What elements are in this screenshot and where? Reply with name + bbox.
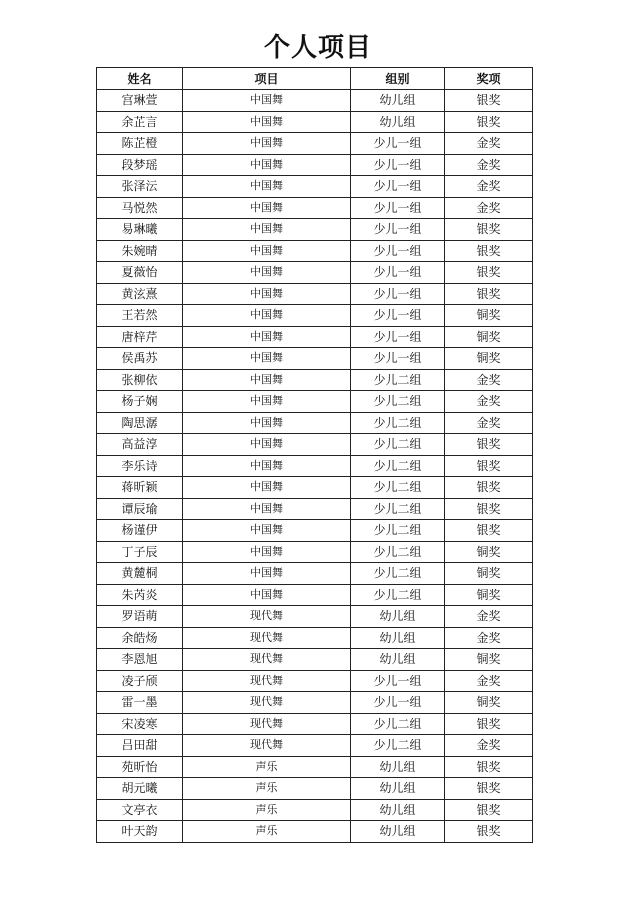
table-row: [97, 369, 533, 391]
group-cell: 少儿一组: [351, 154, 445, 176]
name-cell: 高益淳: [97, 434, 183, 456]
group-cell: 幼儿组: [351, 111, 445, 133]
table-row: [97, 799, 533, 821]
table-row: [97, 541, 533, 563]
item-cell: 中国舞: [183, 219, 351, 241]
name-cell: 苑昕怡: [97, 756, 183, 778]
table-row: [97, 391, 533, 413]
award-cell: 银奖: [445, 778, 533, 800]
award-cell: 银奖: [445, 283, 533, 305]
item-cell: 中国舞: [183, 176, 351, 198]
name-cell: 陈芷橙: [97, 133, 183, 155]
group-cell: 少儿二组: [351, 434, 445, 456]
table-row: [97, 348, 533, 370]
group-cell: 幼儿组: [351, 756, 445, 778]
item-cell: 中国舞: [183, 111, 351, 133]
award-cell: 银奖: [445, 799, 533, 821]
column-header-name: 姓名: [97, 68, 183, 90]
item-cell: 中国舞: [183, 154, 351, 176]
item-cell: 中国舞: [183, 520, 351, 542]
group-cell: 少儿二组: [351, 584, 445, 606]
item-cell: 中国舞: [183, 477, 351, 499]
group-cell: 少儿一组: [351, 670, 445, 692]
group-cell: 少儿二组: [351, 477, 445, 499]
award-cell: 金奖: [445, 154, 533, 176]
page-title: 个人项目: [263, 33, 372, 63]
group-cell: 少儿二组: [351, 713, 445, 735]
award-cell: 银奖: [445, 111, 533, 133]
table-row: [97, 670, 533, 692]
table-row: [97, 283, 533, 305]
award-cell: 银奖: [445, 713, 533, 735]
table-row: [97, 197, 533, 219]
table-row: [97, 434, 533, 456]
item-cell: 现代舞: [183, 713, 351, 735]
item-cell: 声乐: [183, 821, 351, 843]
name-cell: 叶天韵: [97, 821, 183, 843]
results-table: [96, 67, 533, 843]
name-cell: 杨谨伊: [97, 520, 183, 542]
item-cell: 现代舞: [183, 692, 351, 714]
name-cell: 雷一墨: [97, 692, 183, 714]
award-cell: 金奖: [445, 735, 533, 757]
column-header-award: 奖项: [445, 68, 533, 90]
award-cell: 铜奖: [445, 541, 533, 563]
name-cell: 宫琳萱: [97, 90, 183, 112]
award-cell: 银奖: [445, 756, 533, 778]
group-cell: 少儿二组: [351, 412, 445, 434]
name-cell: 马悦然: [97, 197, 183, 219]
name-cell: 王若然: [97, 305, 183, 327]
table-row: [97, 154, 533, 176]
group-cell: 幼儿组: [351, 778, 445, 800]
group-cell: 少儿一组: [351, 197, 445, 219]
table-row: [97, 90, 533, 112]
name-cell: 吕田甜: [97, 735, 183, 757]
item-cell: 中国舞: [183, 326, 351, 348]
item-cell: 现代舞: [183, 670, 351, 692]
award-cell: 银奖: [445, 90, 533, 112]
table-row: [97, 735, 533, 757]
award-cell: 银奖: [445, 434, 533, 456]
name-cell: 丁子辰: [97, 541, 183, 563]
column-header-item: 项目: [183, 68, 351, 90]
award-cell: 银奖: [445, 240, 533, 262]
table-row: [97, 778, 533, 800]
name-cell: 夏薇怡: [97, 262, 183, 284]
table-row: [97, 240, 533, 262]
table-row: [97, 821, 533, 843]
name-cell: 黄泫熹: [97, 283, 183, 305]
item-cell: 中国舞: [183, 541, 351, 563]
award-cell: 铜奖: [445, 326, 533, 348]
award-cell: 铜奖: [445, 563, 533, 585]
item-cell: 现代舞: [183, 627, 351, 649]
name-cell: 蒋昕颖: [97, 477, 183, 499]
group-cell: 少儿二组: [351, 391, 445, 413]
group-cell: 少儿一组: [351, 348, 445, 370]
award-cell: 金奖: [445, 627, 533, 649]
group-cell: 幼儿组: [351, 649, 445, 671]
item-cell: 中国舞: [183, 369, 351, 391]
item-cell: 现代舞: [183, 735, 351, 757]
name-cell: 张泽沄: [97, 176, 183, 198]
group-cell: 幼儿组: [351, 90, 445, 112]
item-cell: 声乐: [183, 756, 351, 778]
item-cell: 中国舞: [183, 283, 351, 305]
table-row: [97, 133, 533, 155]
item-cell: 中国舞: [183, 391, 351, 413]
group-cell: 少儿一组: [351, 240, 445, 262]
award-cell: 金奖: [445, 412, 533, 434]
award-cell: 银奖: [445, 455, 533, 477]
award-cell: 金奖: [445, 391, 533, 413]
award-cell: 铜奖: [445, 584, 533, 606]
item-cell: 中国舞: [183, 240, 351, 262]
award-cell: 金奖: [445, 369, 533, 391]
table-body: [97, 90, 533, 843]
table-row: [97, 176, 533, 198]
item-cell: 中国舞: [183, 133, 351, 155]
item-cell: 中国舞: [183, 90, 351, 112]
item-cell: 中国舞: [183, 412, 351, 434]
name-cell: 易琳曦: [97, 219, 183, 241]
name-cell: 陶思潺: [97, 412, 183, 434]
award-cell: 金奖: [445, 197, 533, 219]
item-cell: 声乐: [183, 778, 351, 800]
name-cell: 谭辰瑜: [97, 498, 183, 520]
award-cell: 金奖: [445, 133, 533, 155]
table-row: [97, 649, 533, 671]
name-cell: 唐梓芹: [97, 326, 183, 348]
table-row: [97, 326, 533, 348]
group-cell: 少儿二组: [351, 563, 445, 585]
group-cell: 幼儿组: [351, 606, 445, 628]
table-row: [97, 563, 533, 585]
table-row: [97, 262, 533, 284]
award-cell: 银奖: [445, 520, 533, 542]
table-row: [97, 498, 533, 520]
award-cell: 银奖: [445, 498, 533, 520]
group-cell: 少儿一组: [351, 692, 445, 714]
award-cell: 银奖: [445, 477, 533, 499]
group-cell: 少儿一组: [351, 133, 445, 155]
name-cell: 余芷言: [97, 111, 183, 133]
group-cell: 少儿二组: [351, 498, 445, 520]
item-cell: 中国舞: [183, 305, 351, 327]
table-header-row: [97, 68, 533, 90]
item-cell: 中国舞: [183, 498, 351, 520]
item-cell: 中国舞: [183, 348, 351, 370]
name-cell: 凌子颀: [97, 670, 183, 692]
group-cell: 少儿二组: [351, 520, 445, 542]
award-cell: 铜奖: [445, 692, 533, 714]
award-cell: 铜奖: [445, 649, 533, 671]
item-cell: 现代舞: [183, 606, 351, 628]
name-cell: 杨子娴: [97, 391, 183, 413]
column-header-group: 组别: [351, 68, 445, 90]
table-row: [97, 219, 533, 241]
table-row: [97, 477, 533, 499]
group-cell: 幼儿组: [351, 799, 445, 821]
name-cell: 胡元曦: [97, 778, 183, 800]
table-row: [97, 756, 533, 778]
award-cell: 铜奖: [445, 348, 533, 370]
group-cell: 少儿二组: [351, 369, 445, 391]
group-cell: 少儿一组: [351, 176, 445, 198]
table-row: [97, 305, 533, 327]
group-cell: 少儿一组: [351, 219, 445, 241]
name-cell: 李恩旭: [97, 649, 183, 671]
group-cell: 少儿二组: [351, 735, 445, 757]
name-cell: 张柳依: [97, 369, 183, 391]
award-cell: 铜奖: [445, 305, 533, 327]
table-row: [97, 412, 533, 434]
group-cell: 少儿一组: [351, 262, 445, 284]
group-cell: 少儿一组: [351, 305, 445, 327]
award-cell: 银奖: [445, 821, 533, 843]
name-cell: 文亭衣: [97, 799, 183, 821]
name-cell: 余皓炀: [97, 627, 183, 649]
group-cell: 幼儿组: [351, 821, 445, 843]
item-cell: 中国舞: [183, 455, 351, 477]
group-cell: 少儿一组: [351, 283, 445, 305]
table-row: [97, 584, 533, 606]
name-cell: 朱芮炎: [97, 584, 183, 606]
item-cell: 中国舞: [183, 584, 351, 606]
group-cell: 少儿二组: [351, 455, 445, 477]
item-cell: 中国舞: [183, 434, 351, 456]
table-row: [97, 520, 533, 542]
table-row: [97, 111, 533, 133]
group-cell: 少儿一组: [351, 326, 445, 348]
name-cell: 宋凌寒: [97, 713, 183, 735]
name-cell: 朱婉晴: [97, 240, 183, 262]
name-cell: 黄麓桐: [97, 563, 183, 585]
table-row: [97, 713, 533, 735]
item-cell: 现代舞: [183, 649, 351, 671]
award-cell: 金奖: [445, 176, 533, 198]
name-cell: 段梦瑶: [97, 154, 183, 176]
award-cell: 金奖: [445, 670, 533, 692]
item-cell: 中国舞: [183, 563, 351, 585]
table-row: [97, 627, 533, 649]
group-cell: 少儿二组: [351, 541, 445, 563]
name-cell: 罗语萌: [97, 606, 183, 628]
award-cell: 银奖: [445, 262, 533, 284]
name-cell: 李乐诗: [97, 455, 183, 477]
group-cell: 幼儿组: [351, 627, 445, 649]
table-row: [97, 606, 533, 628]
item-cell: 声乐: [183, 799, 351, 821]
item-cell: 中国舞: [183, 197, 351, 219]
name-cell: 侯禹苏: [97, 348, 183, 370]
table-row: [97, 455, 533, 477]
award-cell: 金奖: [445, 606, 533, 628]
award-cell: 银奖: [445, 219, 533, 241]
item-cell: 中国舞: [183, 262, 351, 284]
table-row: [97, 692, 533, 714]
